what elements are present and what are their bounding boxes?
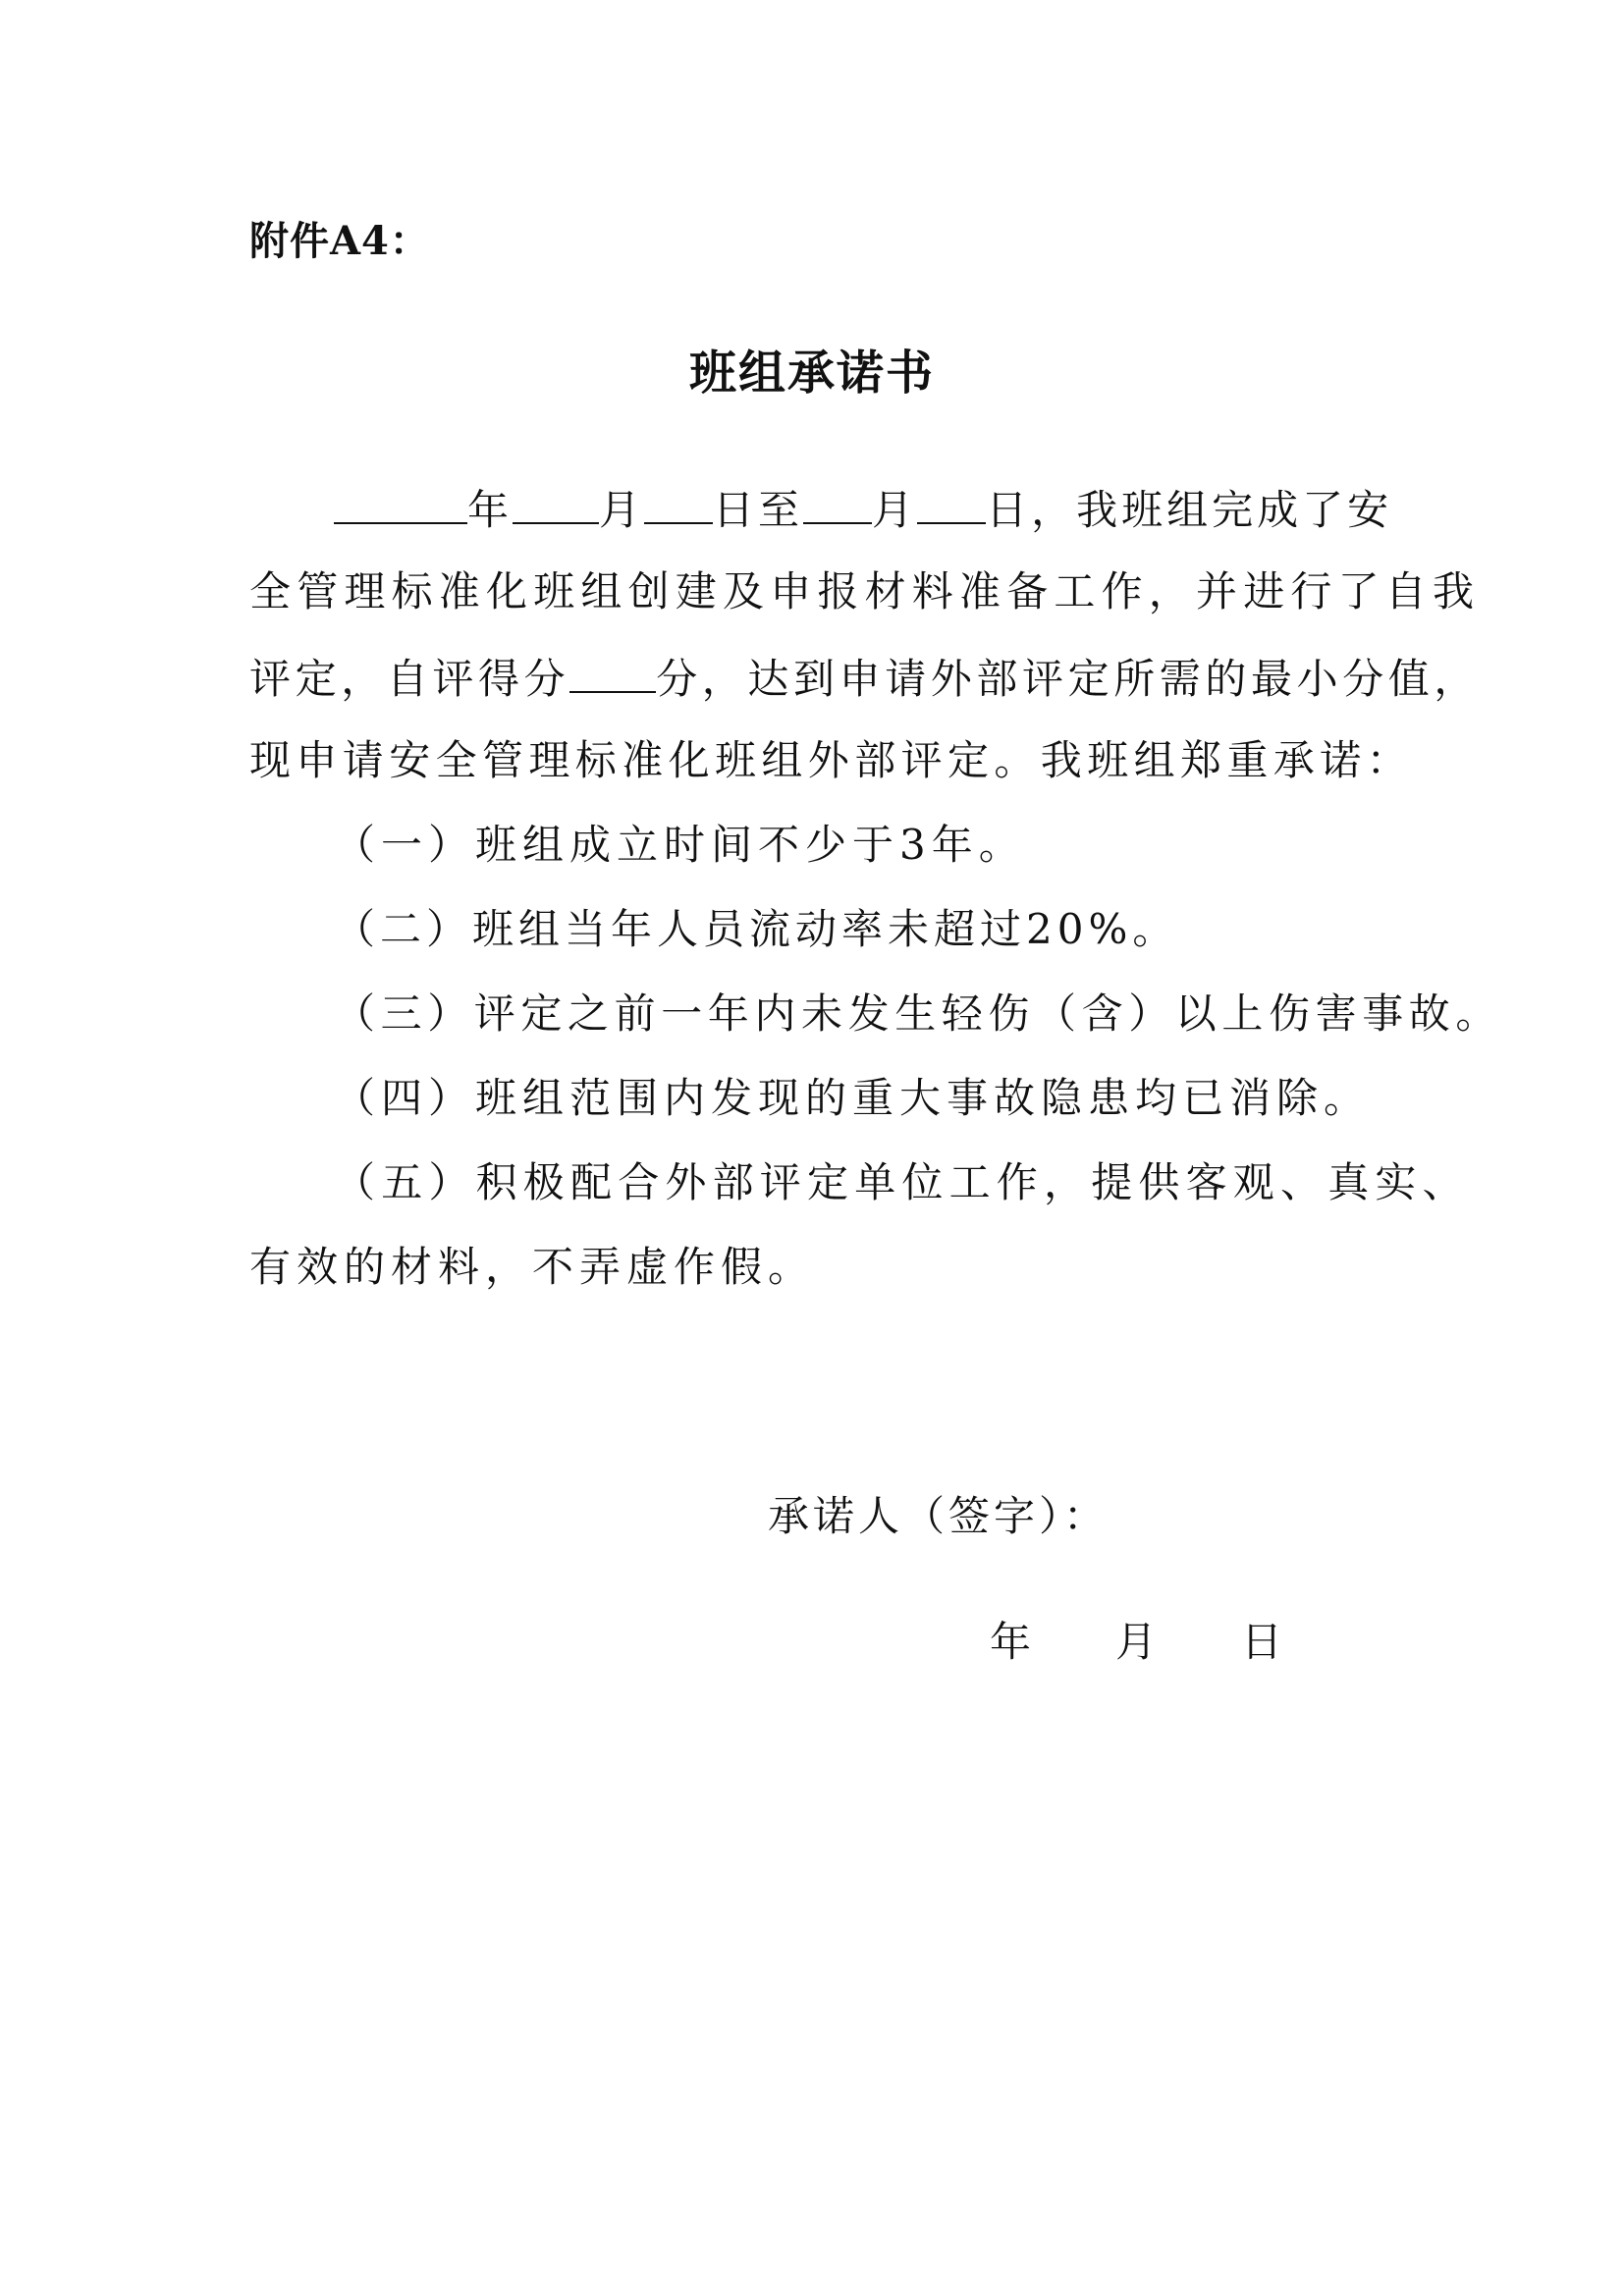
date-year-label: 年 [990, 1618, 1032, 1666]
day-start-blank[interactable] [644, 487, 713, 524]
date-month-label: 月 [1115, 1618, 1158, 1666]
intro-line-3-a: 评定，自评得分 [249, 655, 570, 703]
intro-line-2: 全管理标准化班组创建及申报材料准备工作，并进行了自我 [249, 567, 1481, 615]
attachment-label: 附件A4： [249, 218, 430, 264]
day-to-label: 日至 [713, 486, 804, 534]
date-day-label: 日 [1241, 1618, 1283, 1666]
commitment-item-2: （二）班组当年人员流动率未超过20%。 [334, 905, 1179, 953]
intro-line-1-rest: 日，我班组完成了安 [986, 486, 1393, 534]
month-label: 月 [599, 486, 645, 534]
page-title: 班组承诺书 [688, 346, 935, 400]
commitment-item-4: （四）班组范围内发现的重大事故隐患均已消除。 [334, 1074, 1372, 1122]
commitment-item-1: （一）班组成立时间不少于3年。 [334, 821, 1026, 869]
commitment-item-5: （五）积极配合外部评定单位工作，提供客观、真实、 [334, 1158, 1470, 1206]
month-start-blank[interactable] [513, 487, 599, 524]
year-label: 年 [467, 486, 514, 534]
intro-line-3 [249, 655, 1481, 703]
day-end-blank[interactable] [917, 487, 986, 524]
month-end-label: 月 [872, 486, 918, 534]
year-blank[interactable] [334, 487, 467, 524]
intro-line-4: 现申请安全管理标准化班组外部评定。我班组郑重承诺： [249, 736, 1414, 784]
month-end-blank[interactable] [803, 487, 872, 524]
intro-line-3-b: 分，达到申请外部评定所需的最小分值， [656, 655, 1481, 703]
commitment-item-5-cont: 有效的材料，不弄虚作假。 [249, 1243, 816, 1291]
score-blank[interactable] [569, 656, 656, 693]
signature-label: 承诺人（签字）： [768, 1492, 1110, 1540]
intro-line-1 [334, 486, 1473, 534]
signature-date [990, 1618, 1283, 1666]
commitment-item-3: （三）评定之前一年内未发生轻伤（含）以上伤害事故。 [334, 989, 1503, 1038]
